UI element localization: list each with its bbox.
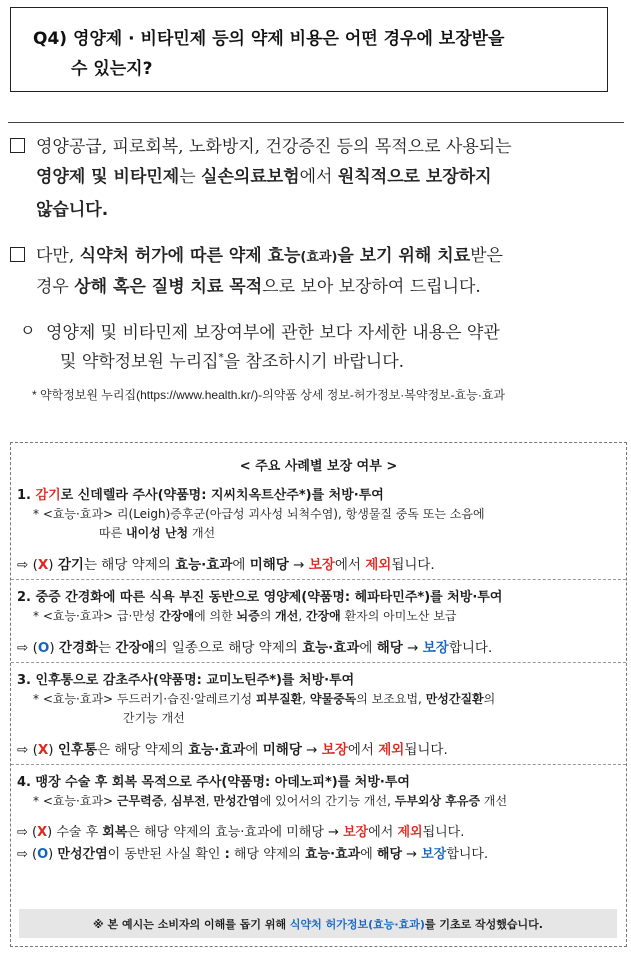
para1-line3: 않습니다. [36,200,109,220]
para1-line1: 영양공급, 피로회복, 노화방지, 건강증진 등의 목적으로 사용되는 [36,137,512,157]
case3-effect-line1: * <효능·효과> 두드러기·습진·알레르기성 피부질환, 약물중독의 보조요법, 만성간질환의 [33,692,496,706]
section-divider [8,122,624,123]
case1-effect-line1: * <효능·효과> 리(Leigh)증후군(아급성 괴사성 뇌척수염), 항생물질 중독 또는 소음에 [33,507,485,521]
case-separator [11,764,626,765]
case3-effect-line2: 간기능 개선 [123,711,185,725]
case4-verdict-2: ⇨ (O) 만성간염이 동반된 사실 확인 : 해당 약제의 효능·효과에 해당 → 보장합니다. [17,847,489,862]
case2-effect-line1: * <효능·효과> 급·만성 간장애에 의한 뇌증의 개선, 간장애 환자의 아미노산 보급 [33,609,457,623]
para2-line2: 경우 상해 혹은 질병 치료 목적으로 보아 보장하여 드립니다. [36,277,481,297]
case4-heading: 4. 맹장 수술 후 회복 목적으로 주사(약품명: 아데노피*)를 처방·투여 [17,775,410,790]
case-separator [11,662,626,663]
para2-line1: 다만, 식약처 허가에 따른 약제 효능(효과)을 보기 위해 치료받은 [36,246,503,266]
case3-heading: 3. 인후통으로 감초주사(약품명: 교미노틴주*)를 처방·투여 [17,673,355,688]
case4-effect-line1: * <효능·효과> 근무력증, 심부전, 만성간염에 있어서의 간기능 개선, 두부외상 후유증 개선 [33,794,508,808]
checkbox-icon [10,247,25,262]
case2-heading: 2. 중증 간경화에 따른 식욕 부진 동반으로 영양제(약품명: 헤파타민주*)를 처방·투여 [17,590,503,605]
footnote: * 약학정보원 누리집(https://www.health.kr/)-의약품 상세 정보-허가정보·복약정보-효능·효과 [32,388,506,402]
bullet-icon: ㅇ [20,321,36,340]
question-line-1: Q4) 영양제 · 비타민제 등의 약제 비용은 어떤 경우에 보장받을 [33,29,505,49]
case1-verdict: ⇨ (X) 감기는 해당 약제의 효능·효과에 미해당 → 보장에서 제외됩니다. [17,557,435,573]
case-separator [11,579,626,580]
disclaimer-note: ※ 본 예시는 소비자의 이해를 돕기 위해 식약처 허가정보(효능·효과)를 기초로 작성했습니다. [19,909,617,938]
case1-heading: 1. 감기로 신데렐라 주사(약품명: 지씨치옥트산주*)를 처방·투여 [17,488,384,503]
checkbox-icon [10,138,25,153]
case2-verdict: ⇨ (O) 간경화는 간장애의 일종으로 해당 약제의 효능·효과에 해당 → 보장합니다. [17,640,493,656]
question-title [33,24,593,84]
case4-verdict-1: ⇨ (X) 수술 후 회복은 해당 약제의 효능·효과에 미해당 → 보장에서 제외됩니다. [17,825,465,840]
question-box [10,7,608,92]
case1-effect-line2: 따른 내이성 난청 개선 [99,526,216,540]
para3-line1: 영양제 및 비타민제 보장여부에 관한 보다 자세한 내용은 약관 [46,323,500,343]
para1-line2: 영양제 및 비타민제는 실손의료보험에서 원칙적으로 보장하지 [36,167,492,187]
case3-verdict: ⇨ (X) 인후통은 해당 약제의 효능·효과에 미해당 → 보장에서 제외됩니다. [17,742,448,758]
examples-title: < 주요 사례별 보장 여부 > [239,459,398,474]
question-line-2: 수 있는지? [71,59,153,79]
para3-line2: 및 약학정보원 누리집*을 참조하시기 바랍니다. [60,352,405,372]
examples-box [10,442,627,947]
